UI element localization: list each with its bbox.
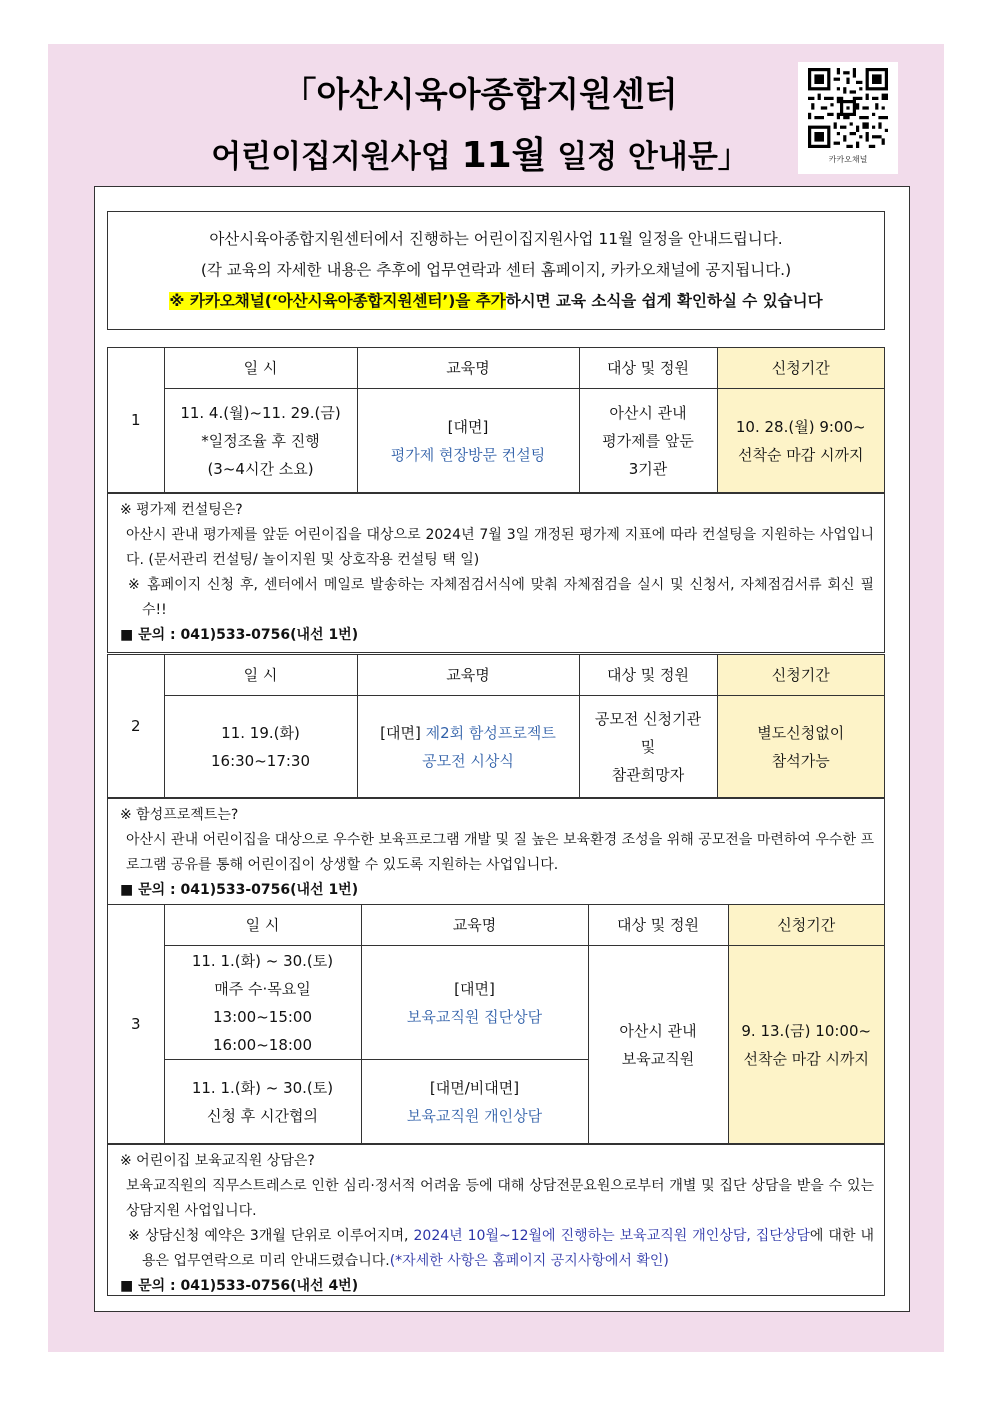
title-line-2: 어린이집지원사업 11월 일정 안내문」	[211, 135, 749, 176]
section-note	[108, 1144, 884, 1303]
col-header-edu: 교육명	[361, 905, 588, 946]
col-header-target: 대상 및 정원	[579, 655, 717, 696]
program-section-3	[107, 904, 885, 1296]
apply-period-cell: 별도신청없이 참석가능	[717, 696, 884, 798]
col-header-date: 일 시	[164, 905, 361, 946]
note-title: ※ 함성프로젝트는?	[120, 807, 239, 823]
note-title: ※ 평가제 컨설팅은?	[120, 502, 243, 518]
program-section-1	[107, 347, 885, 653]
note-body: 아산시 관내 어린이집을 대상으로 우수한 보육프로그램 개발 및 질 높은 보육환경 조성을 위해 공모전을 마련하여 우수한 프로그램 공유를 통해 어린이집이 상생할 수 있도록 지원하는 사업입니다.	[126, 832, 874, 873]
contact-info: ■ 문의 : 041)533-0756(내선 4번)	[120, 1278, 359, 1294]
col-header-target: 대상 및 정원	[579, 348, 717, 389]
col-header-date: 일 시	[164, 348, 357, 389]
education-name-cell: [대면/비대면] 보육교직원 개인상담	[361, 1060, 588, 1144]
education-name-cell: [대면] 평가제 현장방문 컨설팅	[357, 389, 579, 493]
title-line-1: 「아산시육아종합지원센터	[282, 75, 678, 115]
section-note	[108, 493, 884, 652]
intro-line-2: (각 교육의 자세한 내용은 추후에 업무연락과 센터 홈페이지, 카카오채널에 공지됩니다.)	[200, 261, 792, 279]
page-title	[170, 70, 790, 185]
intro-box	[107, 211, 885, 330]
note-body: 보육교직원의 직무스트레스로 인한 심리·정서적 어려움 등에 대해 상담전문요원으로부터 개별 및 집단 상담을 받을 수 있는 상담지원 사업입니다.	[126, 1178, 874, 1219]
contact-info: ■ 문의 : 041)533-0756(내선 1번)	[120, 627, 359, 643]
education-name-cell: [대면] 제2회 함성프로젝트 공모전 시상식	[357, 696, 579, 798]
section-number: 2	[108, 655, 164, 798]
target-cell: 아산시 관내 보육교직원	[588, 946, 728, 1144]
qr-code-icon	[808, 68, 888, 148]
target-cell: 공모전 신청기관 및 참관희망자	[579, 696, 717, 798]
note-body: 아산시 관내 평가제를 앞둔 어린이집을 대상으로 2024년 7월 3일 개정된 평가제 지표에 따라 컨설팅을 지원하는 사업입니다. (문서관리 컨설팅/ 놀이지원 및 상호작용 컨설팅 택 일)	[126, 527, 874, 568]
target-cell: 아산시 관내 평가제를 앞둔 3기관	[579, 389, 717, 493]
col-header-apply: 신청기간	[717, 348, 884, 389]
col-header-edu: 교육명	[357, 655, 579, 696]
col-header-date: 일 시	[164, 655, 357, 696]
kakao-channel-highlight: ※ 카카오채널(‘아산시육아종합지원센터’)을 추가	[169, 292, 506, 310]
note-extra: ※ 상담신청 예약은 3개월 단위로 이루어지며, 2024년 10월~12월에 진행하는 보육교직원 개인상담, 집단상담에 대한 내용은 업무연락으로 미리 안내드렸습니다.(*자세한 사항은 홈페이지 공지사항에서 확인)	[128, 1228, 874, 1269]
intro-line-1: 아산시육아종합지원센터에서 진행하는 어린이집지원사업 11월 일정을 안내드립니다.	[209, 230, 783, 248]
col-header-target: 대상 및 정원	[588, 905, 728, 946]
kakao-channel-qr-code[interactable]	[798, 62, 898, 174]
schedule-cell: 11. 1.(화) ~ 30.(토) 매주 수·목요일 13:00~15:00 16:00~18:00	[164, 946, 361, 1060]
col-header-apply: 신청기간	[717, 655, 884, 696]
education-name-cell: [대면] 보육교직원 집단상담	[361, 946, 588, 1060]
schedule-cell: 11. 1.(화) ~ 30.(토) 신청 후 시간협의	[164, 1060, 361, 1144]
note-title: ※ 어린이집 보육교직원 상담은?	[120, 1153, 315, 1169]
note-extra: ※ 홈페이지 신청 후, 센터에서 메일로 발송하는 자체점검서식에 맞춰 자체점검을 실시 및 신청서, 자체점검서류 회신 필수!!	[128, 577, 874, 618]
notice-content	[94, 186, 910, 1312]
apply-period-cell: 10. 28.(월) 9:00~ 선착순 마감 시까지	[717, 389, 884, 493]
contact-info: ■ 문의 : 041)533-0756(내선 1번)	[120, 882, 359, 898]
section-number: 3	[108, 905, 164, 1144]
intro-line-3: ※ 카카오채널(‘아산시육아종합지원센터’)을 추가하시면 교육 소식을 쉽게 확인하실 수 있습니다	[169, 292, 823, 310]
section-number: 1	[108, 348, 164, 493]
col-header-apply: 신청기간	[728, 905, 884, 946]
schedule-cell: 11. 19.(화) 16:30~17:30	[164, 696, 357, 798]
apply-period-cell: 9. 13.(금) 10:00~ 선착순 마감 시까지	[728, 946, 884, 1144]
schedule-cell: 11. 4.(월)~11. 29.(금) *일정조율 후 진행 (3~4시간 소요)	[164, 389, 357, 493]
qr-caption: 카카오채널	[828, 155, 868, 164]
program-section-2	[107, 654, 885, 908]
section-note	[108, 798, 884, 907]
col-header-edu: 교육명	[357, 348, 579, 389]
